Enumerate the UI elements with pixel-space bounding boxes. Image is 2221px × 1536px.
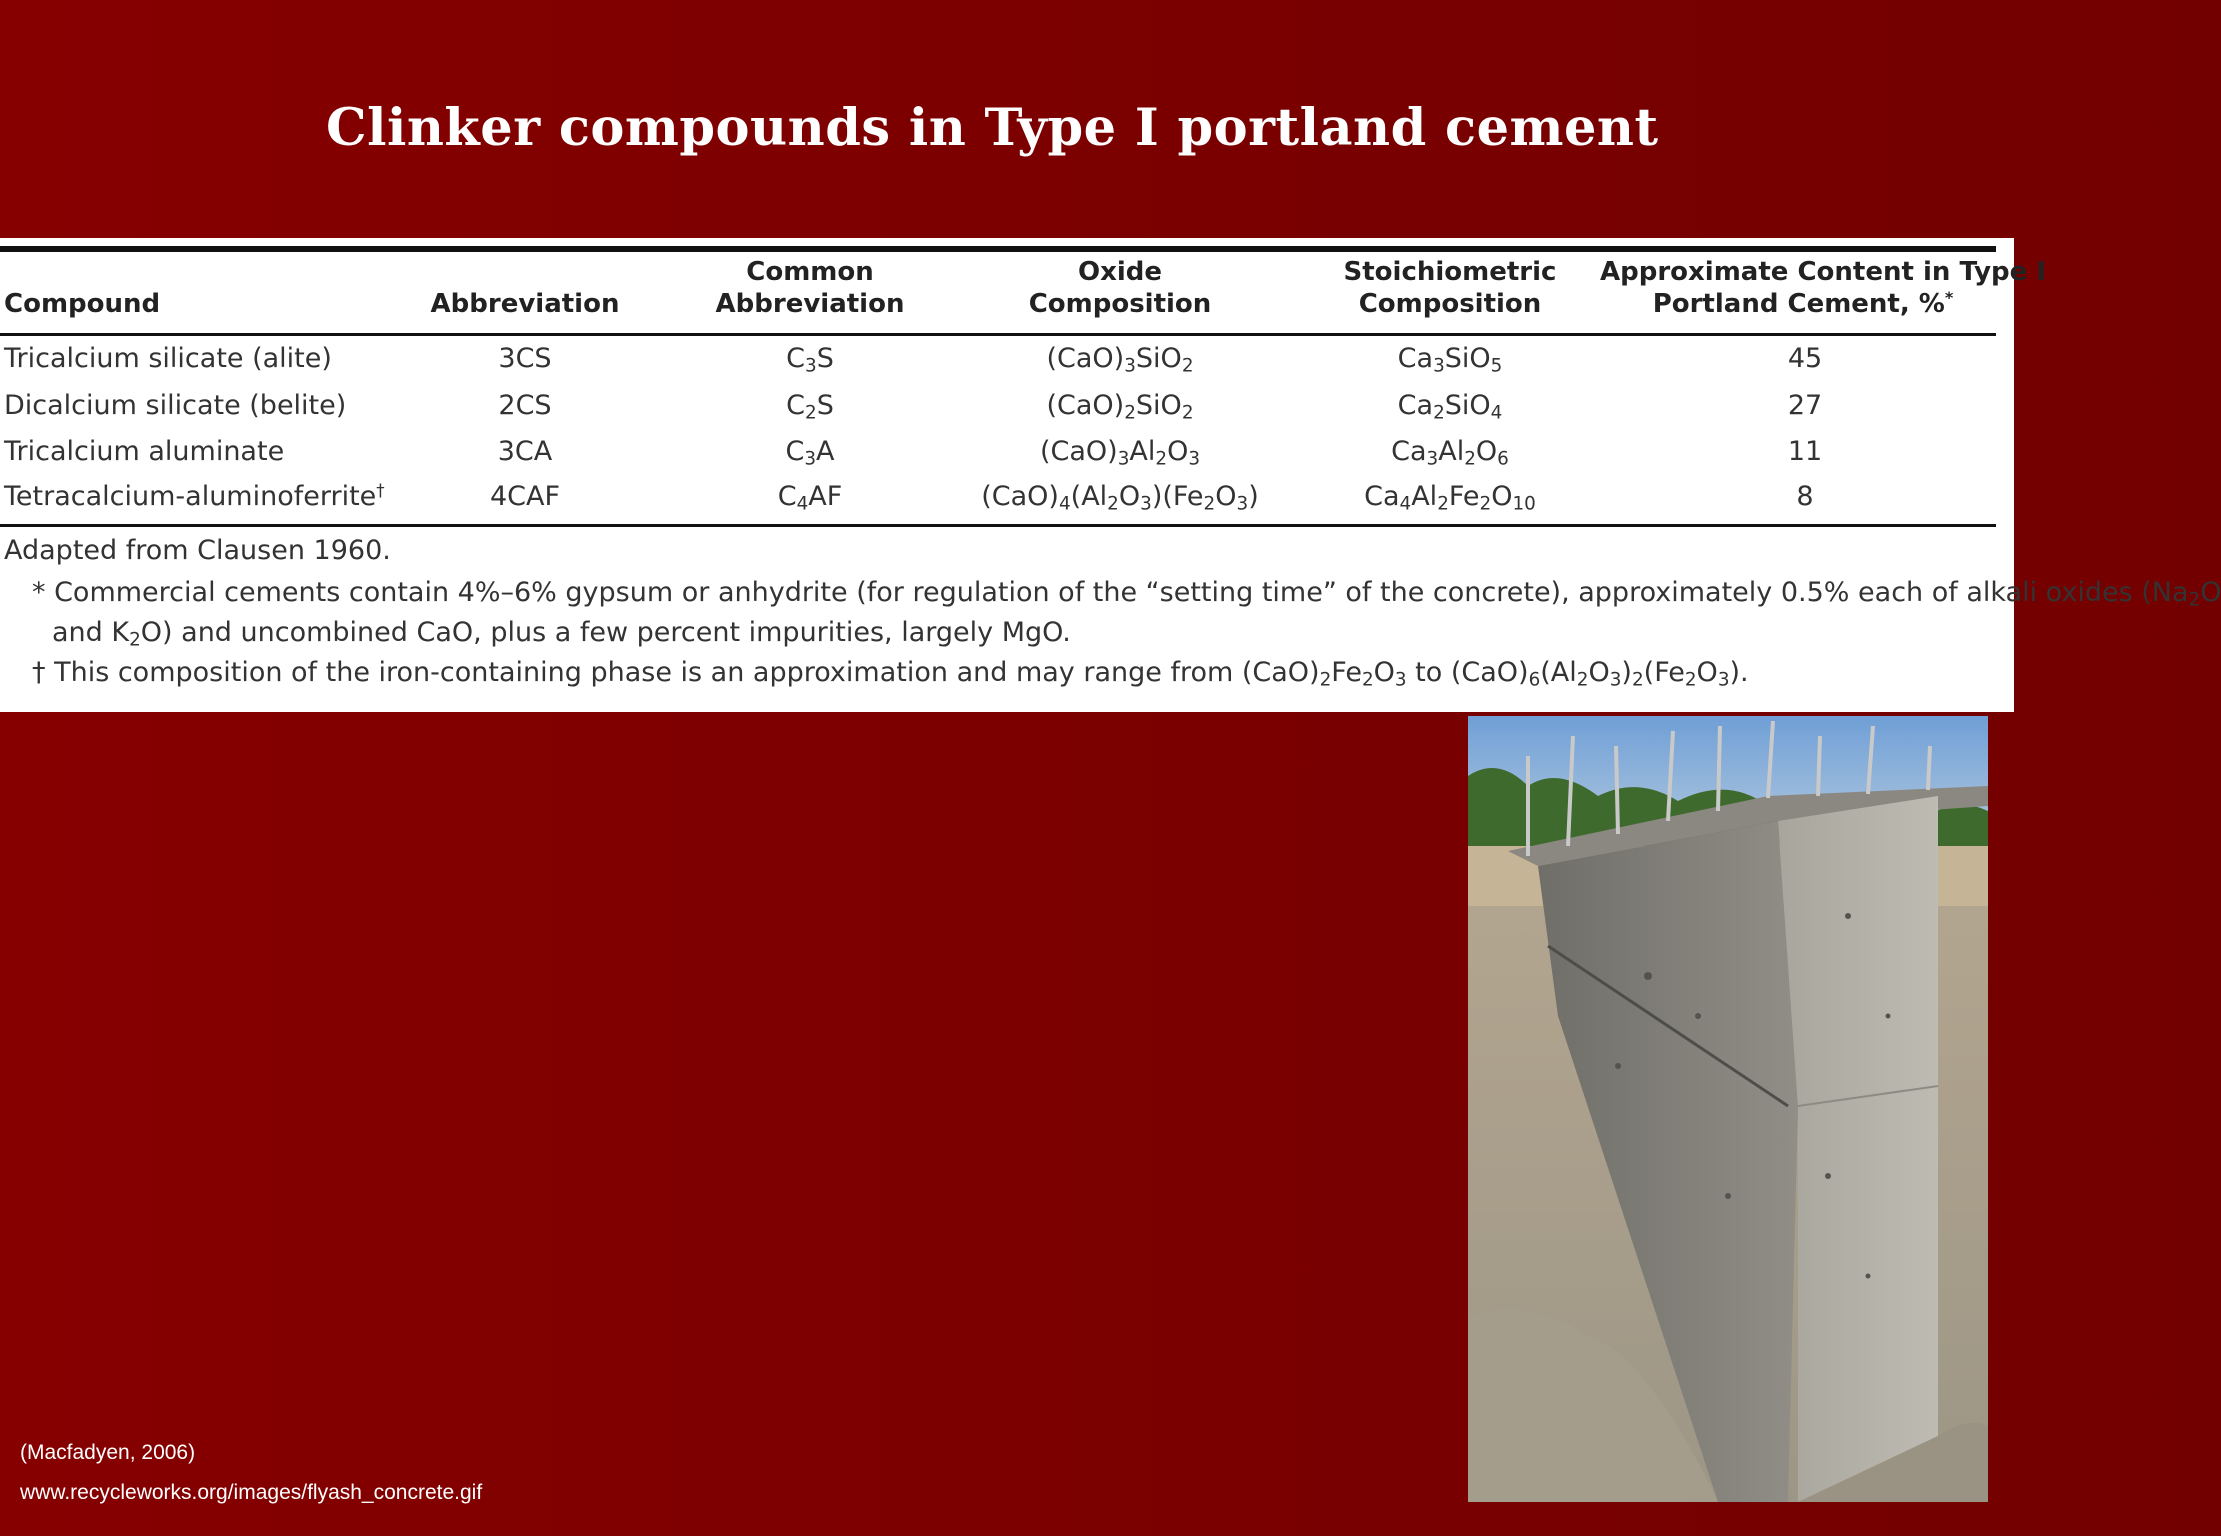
cell-oxide-composition — [960, 480, 1280, 514]
cell-content: 11 — [1787, 436, 1823, 467]
formula-text: SiO — [1135, 343, 1182, 374]
cell-abbreviation: 3CS — [498, 343, 552, 374]
compound-name: Dicalcium silicate (belite) — [4, 390, 347, 421]
cell-oxide-composition — [960, 342, 1280, 376]
formula-subscript: 3 — [1236, 493, 1249, 515]
formula-subscript: 2 — [1155, 448, 1168, 470]
formula-subscript: 3 — [804, 448, 817, 470]
formula-subscript: 3 — [1426, 448, 1439, 470]
formula-text: (CaO) — [1046, 390, 1125, 421]
formula-text: SiO — [1444, 343, 1491, 374]
header-common-line1: Common — [746, 257, 874, 287]
formula-subscript: 3 — [1433, 355, 1445, 377]
formula-text: (Al — [1540, 657, 1577, 688]
formula-subscript: 2 — [1107, 493, 1119, 515]
cell-abbreviation: 2CS — [498, 390, 552, 421]
formula-subscript: 3 — [1117, 448, 1130, 470]
cell-content: 27 — [1787, 390, 1823, 421]
formula-subscript: 2 — [1181, 355, 1194, 377]
footnote-star-text: and K — [52, 617, 130, 648]
footnote-star-text: * Commercial cements contain 4%–6% gypsum or anhydrite (for regulation of the “setting time” of the concrete), approximately 0.5% each of alkali oxides (Na — [32, 577, 2189, 608]
table-footnote-dagger — [32, 656, 1749, 690]
table-row — [0, 385, 1996, 431]
formula-subscript: 3 — [1609, 669, 1622, 691]
formula-subscript: 4 — [796, 493, 809, 515]
formula-text: (CaO) — [1039, 436, 1118, 467]
credit-author: (Macfadyen, 2006) — [20, 1441, 196, 1464]
formula-subscript: 2 — [1181, 402, 1194, 424]
formula-subscript: 4 — [1490, 402, 1503, 424]
formula-text: Al — [1411, 481, 1438, 512]
footnote-star-sub: 2 — [129, 629, 141, 651]
formula-text: )(Fe — [1151, 481, 1204, 512]
formula-subscript: 3 — [1717, 669, 1730, 691]
header-content-line2: Portland Cement, % — [1652, 289, 1945, 319]
header-stoich-line2: Composition — [1358, 289, 1542, 319]
formula-subscript: 2 — [1437, 493, 1449, 515]
formula-text: Ca — [1364, 481, 1400, 512]
table-row — [0, 476, 1996, 522]
formula-subscript: 2 — [1576, 669, 1589, 691]
formula-text: O — [1491, 481, 1513, 512]
header-stoich-line1: Stoichiometric — [1343, 257, 1557, 287]
formula-subscript: 3 — [805, 355, 817, 377]
formula-text: (Fe — [1643, 657, 1685, 688]
formula-text: O — [1475, 436, 1498, 467]
formula-text: C — [785, 436, 805, 467]
formula-subscript: 2 — [1319, 669, 1332, 691]
table-header-rule — [0, 333, 1996, 336]
formula-text: (Al — [1070, 481, 1108, 512]
formula-subscript: 2 — [1479, 493, 1492, 515]
formula-text: Al — [1129, 436, 1156, 467]
cell-stoichiometric-composition — [1310, 389, 1590, 423]
header-common-line2: Abbreviation — [715, 289, 905, 319]
header-common-abbreviation — [700, 256, 920, 320]
header-oxide-composition — [1010, 256, 1230, 320]
cell-content: 8 — [1796, 481, 1814, 512]
cell-oxide-composition — [960, 389, 1280, 423]
formula-text: ). — [1729, 657, 1749, 688]
formula-subscript: 6 — [1497, 448, 1509, 470]
formula-text: ) — [1621, 657, 1632, 688]
header-content-line1: Approximate Content in Type I — [1600, 257, 2047, 287]
formula-text: Ca — [1391, 436, 1427, 467]
concrete-wall-icon — [1468, 716, 1988, 1502]
table-row — [0, 338, 1996, 384]
header-compound: Compound — [4, 289, 161, 319]
compound-name: Tricalcium aluminate — [4, 436, 285, 467]
formula-text: C — [786, 390, 806, 421]
formula-text: O — [1118, 481, 1141, 512]
formula-text: C — [777, 481, 797, 512]
cell-compound — [4, 480, 385, 514]
cell-compound — [4, 342, 332, 376]
credit-url: www.recycleworks.org/images/flyash_concrete.gif — [20, 1481, 483, 1504]
formula-text: SiO — [1444, 390, 1491, 421]
table-footnote-star — [32, 576, 2221, 610]
formula-subscript: 10 — [1512, 493, 1536, 515]
formula-subscript: 3 — [1394, 669, 1407, 691]
table-bottom-rule — [0, 524, 1996, 527]
header-content-mark: * — [1944, 288, 1954, 308]
cell-common-abbreviation — [700, 342, 920, 376]
compound-name: Tricalcium silicate (alite) — [4, 343, 332, 374]
formula-text: O — [1696, 657, 1718, 688]
formula-subscript: 4 — [1399, 493, 1412, 515]
formula-subscript: 2 — [1464, 448, 1476, 470]
cell-oxide-composition — [960, 435, 1280, 469]
cell-common-abbreviation — [700, 480, 920, 514]
cell-common-abbreviation — [700, 435, 920, 469]
compound-table — [0, 238, 2221, 712]
formula-subscript: 2 — [1203, 493, 1216, 515]
formula-subscript: 3 — [1140, 493, 1152, 515]
formula-subscript: 4 — [1058, 493, 1071, 515]
formula-subscript: 3 — [1124, 355, 1136, 377]
formula-text: O — [1215, 481, 1237, 512]
compound-mark: † — [376, 479, 385, 500]
compound-name: Tetracalcium-aluminoferrite — [4, 481, 377, 512]
formula-subscript: 2 — [805, 402, 817, 424]
table-top-rule — [0, 246, 1996, 252]
footnote-star-text: O) and uncombined CaO, plus a few percent impurities, largely MgO. — [140, 617, 1071, 648]
formula-text: (CaO) — [1046, 343, 1125, 374]
formula-subscript: 2 — [1124, 402, 1136, 424]
formula-text: C — [786, 343, 806, 374]
formula-subscript: 2 — [1433, 402, 1445, 424]
table-footnote-star-cont — [52, 616, 1071, 650]
formula-text: Fe — [1448, 481, 1480, 512]
formula-subscript: 2 — [1361, 669, 1374, 691]
header-oxide-line2: Composition — [1028, 289, 1212, 319]
formula-text: † This composition of the iron-containing phase is an approximation and may range from (CaO) — [32, 657, 1320, 688]
footnote-star-text: O — [2200, 577, 2221, 608]
header-oxide-line1: Oxide — [1077, 257, 1163, 287]
formula-text: O — [1588, 657, 1610, 688]
formula-subscript: 5 — [1490, 355, 1503, 377]
formula-text: to (CaO) — [1406, 657, 1529, 688]
footnote-star-sub: 2 — [2188, 589, 2201, 611]
header-stoichiometric-composition — [1330, 256, 1570, 320]
cell-content: 45 — [1787, 343, 1823, 374]
formula-subscript: 6 — [1528, 669, 1541, 691]
formula-text: AF — [808, 481, 843, 512]
header-abbreviation: Abbreviation — [430, 289, 620, 319]
formula-text: ) — [1248, 481, 1259, 512]
header-approximate-content — [1600, 256, 2047, 320]
formula-subscript: 2 — [1631, 669, 1644, 691]
table-source-note: Adapted from Clausen 1960. — [4, 535, 391, 566]
formula-text: A — [816, 436, 835, 467]
concrete-wall-photo — [1468, 716, 1988, 1502]
formula-text: Ca — [1397, 390, 1434, 421]
formula-text: Ca — [1397, 343, 1434, 374]
cell-abbreviation: 4CAF — [489, 481, 561, 512]
cell-stoichiometric-composition — [1310, 480, 1590, 514]
cell-stoichiometric-composition — [1310, 342, 1590, 376]
formula-text: (CaO) — [981, 481, 1059, 512]
formula-text: O — [1373, 657, 1395, 688]
formula-text: SiO — [1135, 390, 1182, 421]
formula-text: O — [1167, 436, 1189, 467]
formula-subscript: 2 — [1684, 669, 1697, 691]
slide-title: Clinker compounds in Type I portland cement — [326, 98, 1659, 158]
formula-text: Fe — [1331, 657, 1362, 688]
formula-text: S — [816, 343, 834, 374]
cell-abbreviation: 3CA — [497, 436, 553, 467]
formula-subscript: 3 — [1188, 448, 1201, 470]
formula-text: Al — [1438, 436, 1465, 467]
formula-text: S — [816, 390, 834, 421]
cell-compound — [4, 435, 284, 469]
cell-stoichiometric-composition — [1310, 435, 1590, 469]
cell-compound — [4, 389, 346, 423]
cell-common-abbreviation — [700, 389, 920, 423]
table-row — [0, 431, 1996, 477]
